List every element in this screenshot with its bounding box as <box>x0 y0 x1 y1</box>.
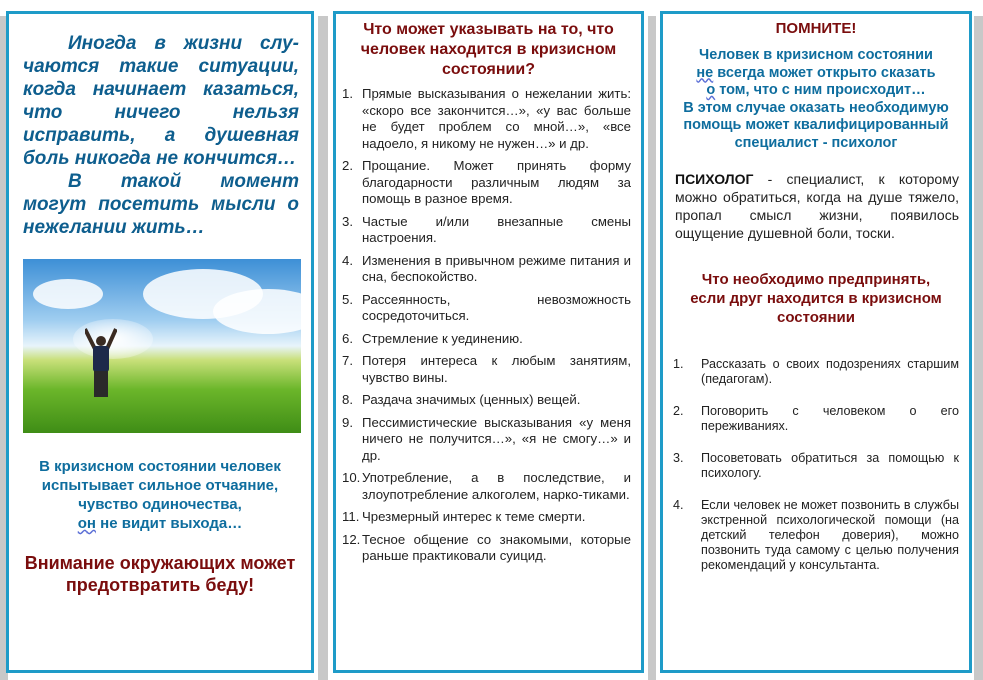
list-item-text: Употребление, а в последствие, и злоупотребление алкоголем, нарко-тиками. <box>362 470 631 502</box>
list-number: 3. <box>673 451 684 465</box>
crisis-text-1: В кризисном состоянии человек испытывает сильное отчаяние, чувство одиночества, <box>39 458 281 513</box>
remember-line-2: всегда может открыто сказать <box>713 64 936 81</box>
psychologist-definition <box>675 170 959 242</box>
list-item <box>336 86 631 152</box>
list-item <box>336 470 631 503</box>
list-number: 11. <box>342 509 360 524</box>
list-item <box>336 532 631 565</box>
crisis-text-2: не видит выхода… <box>95 515 243 532</box>
remember-line-3a: о <box>706 82 716 98</box>
intro-paragraph-1: Иногда в жизни слу-чаются такие ситуации, когда начинает казаться, что ничего нельзя исправить, а душевная боль никогда не кончится… <box>23 33 299 169</box>
list-number: 12. <box>342 531 361 547</box>
list-item-text: Прощание. Может принять форму благодарности различным людям за помощь в разное время. <box>362 158 631 206</box>
list-number: 5. <box>342 291 353 307</box>
right-panel <box>660 11 972 673</box>
list-number: 10. <box>342 470 361 485</box>
list-item <box>336 392 631 409</box>
list-number: 4. <box>342 252 353 268</box>
list-number: 7. <box>342 353 353 368</box>
list-item-text: Потеря интереса к любым занятиям, чувство вины. <box>362 353 631 385</box>
list-number: 3. <box>342 213 353 229</box>
list-item <box>336 331 631 348</box>
signs-list <box>336 86 641 565</box>
actions-list <box>663 357 969 573</box>
list-number: 1. <box>673 357 684 371</box>
list-item <box>336 353 631 386</box>
list-number: 2. <box>673 404 684 418</box>
list-item-text: Частые и/или внезапные смены настроения. <box>362 213 631 245</box>
remember-line-2a: не <box>696 64 714 81</box>
crisis-text-on: он <box>77 515 96 532</box>
list-item-text: Посоветовать обратиться за помощью к психологу. <box>701 451 959 480</box>
list-item-text: Изменения в привычном режиме питания и сна, беспокойство. <box>362 252 631 284</box>
list-item-text: Стремление к уединению. <box>362 330 523 346</box>
list-number: 9. <box>342 414 353 430</box>
list-item <box>663 451 959 481</box>
remember-line-4: В этом случае оказать необходимую помощь может квалифицированный специалист - психолог <box>683 99 949 151</box>
list-item-text: Пессимистические высказывания «у меня ничего не получится…», «я не смогу…» и др. <box>362 414 631 463</box>
list-number: 8. <box>342 392 353 407</box>
list-item <box>336 415 631 465</box>
list-item-text: Тесное общение со знакомыми, которые раньше практиковали суицид. <box>362 531 631 563</box>
intro-paragraph-2: В такой момент могут посетить мысли о нежелании жить… <box>23 171 299 238</box>
remember-line-3: том, что с ним происходит… <box>715 82 926 98</box>
remember-text <box>671 47 961 152</box>
list-item-text: Чрезмерный интерес к теме смерти. <box>362 509 586 524</box>
list-number: 1. <box>342 86 353 101</box>
list-number: 2. <box>342 158 353 173</box>
attention-callout: Внимание окружающих может предотвратить беду! <box>24 553 296 595</box>
signs-title: Что может указывать на то, что человек находится в кризисном состоянии? <box>360 21 617 78</box>
crisis-description <box>17 457 303 533</box>
list-number: 4. <box>673 498 684 512</box>
photo-man-in-field <box>23 259 301 433</box>
list-item-text: Раздача значимых (ценных) вещей. <box>362 392 581 407</box>
list-item-text: Поговорить с человеком о его переживаниях. <box>701 404 959 433</box>
list-number: 6. <box>342 330 353 346</box>
middle-panel <box>333 11 644 673</box>
psychologist-term: ПСИХОЛОГ <box>675 171 754 187</box>
list-item <box>336 158 631 208</box>
list-item-text: Рассказать о своих подозрениях старшим (педагогам). <box>701 357 959 386</box>
person-figure-icon <box>85 327 117 397</box>
remember-title: ПОМНИТЕ! <box>775 20 857 37</box>
list-item-text: Прямые высказывания о нежелании жить: «скоро все закончится…», «у вас больше не будет проблем со мной…», «все надоело, я никому не нужен…» и др. <box>362 86 631 151</box>
list-item <box>663 498 959 573</box>
left-panel <box>6 11 314 673</box>
list-item-text: Рассеянность, невозможность сосредоточиться. <box>362 291 631 323</box>
intro-text <box>23 32 299 239</box>
list-item <box>336 253 631 286</box>
list-item <box>663 404 959 434</box>
list-item <box>336 214 631 247</box>
list-item-text: Если человек не может позвонить в службы экстренной психологической помощи (на детский телефон доверия), можно позвонить туда самому с целью получения рекомендаций у консультанта. <box>701 498 959 572</box>
list-item <box>663 357 959 387</box>
remember-line-1: Человек в кризисном состоянии <box>699 47 933 63</box>
psychologist-def: - специалист, к которому можно обратиться, когда на душе тяжело, пропал смысл жизни, появилось ощущение душевной боли, тоски. <box>675 171 959 241</box>
list-item <box>336 292 631 325</box>
action-title: Что необходимо предпринять, если друг находится в кризисном состоянии <box>690 271 942 326</box>
list-item <box>336 509 631 526</box>
